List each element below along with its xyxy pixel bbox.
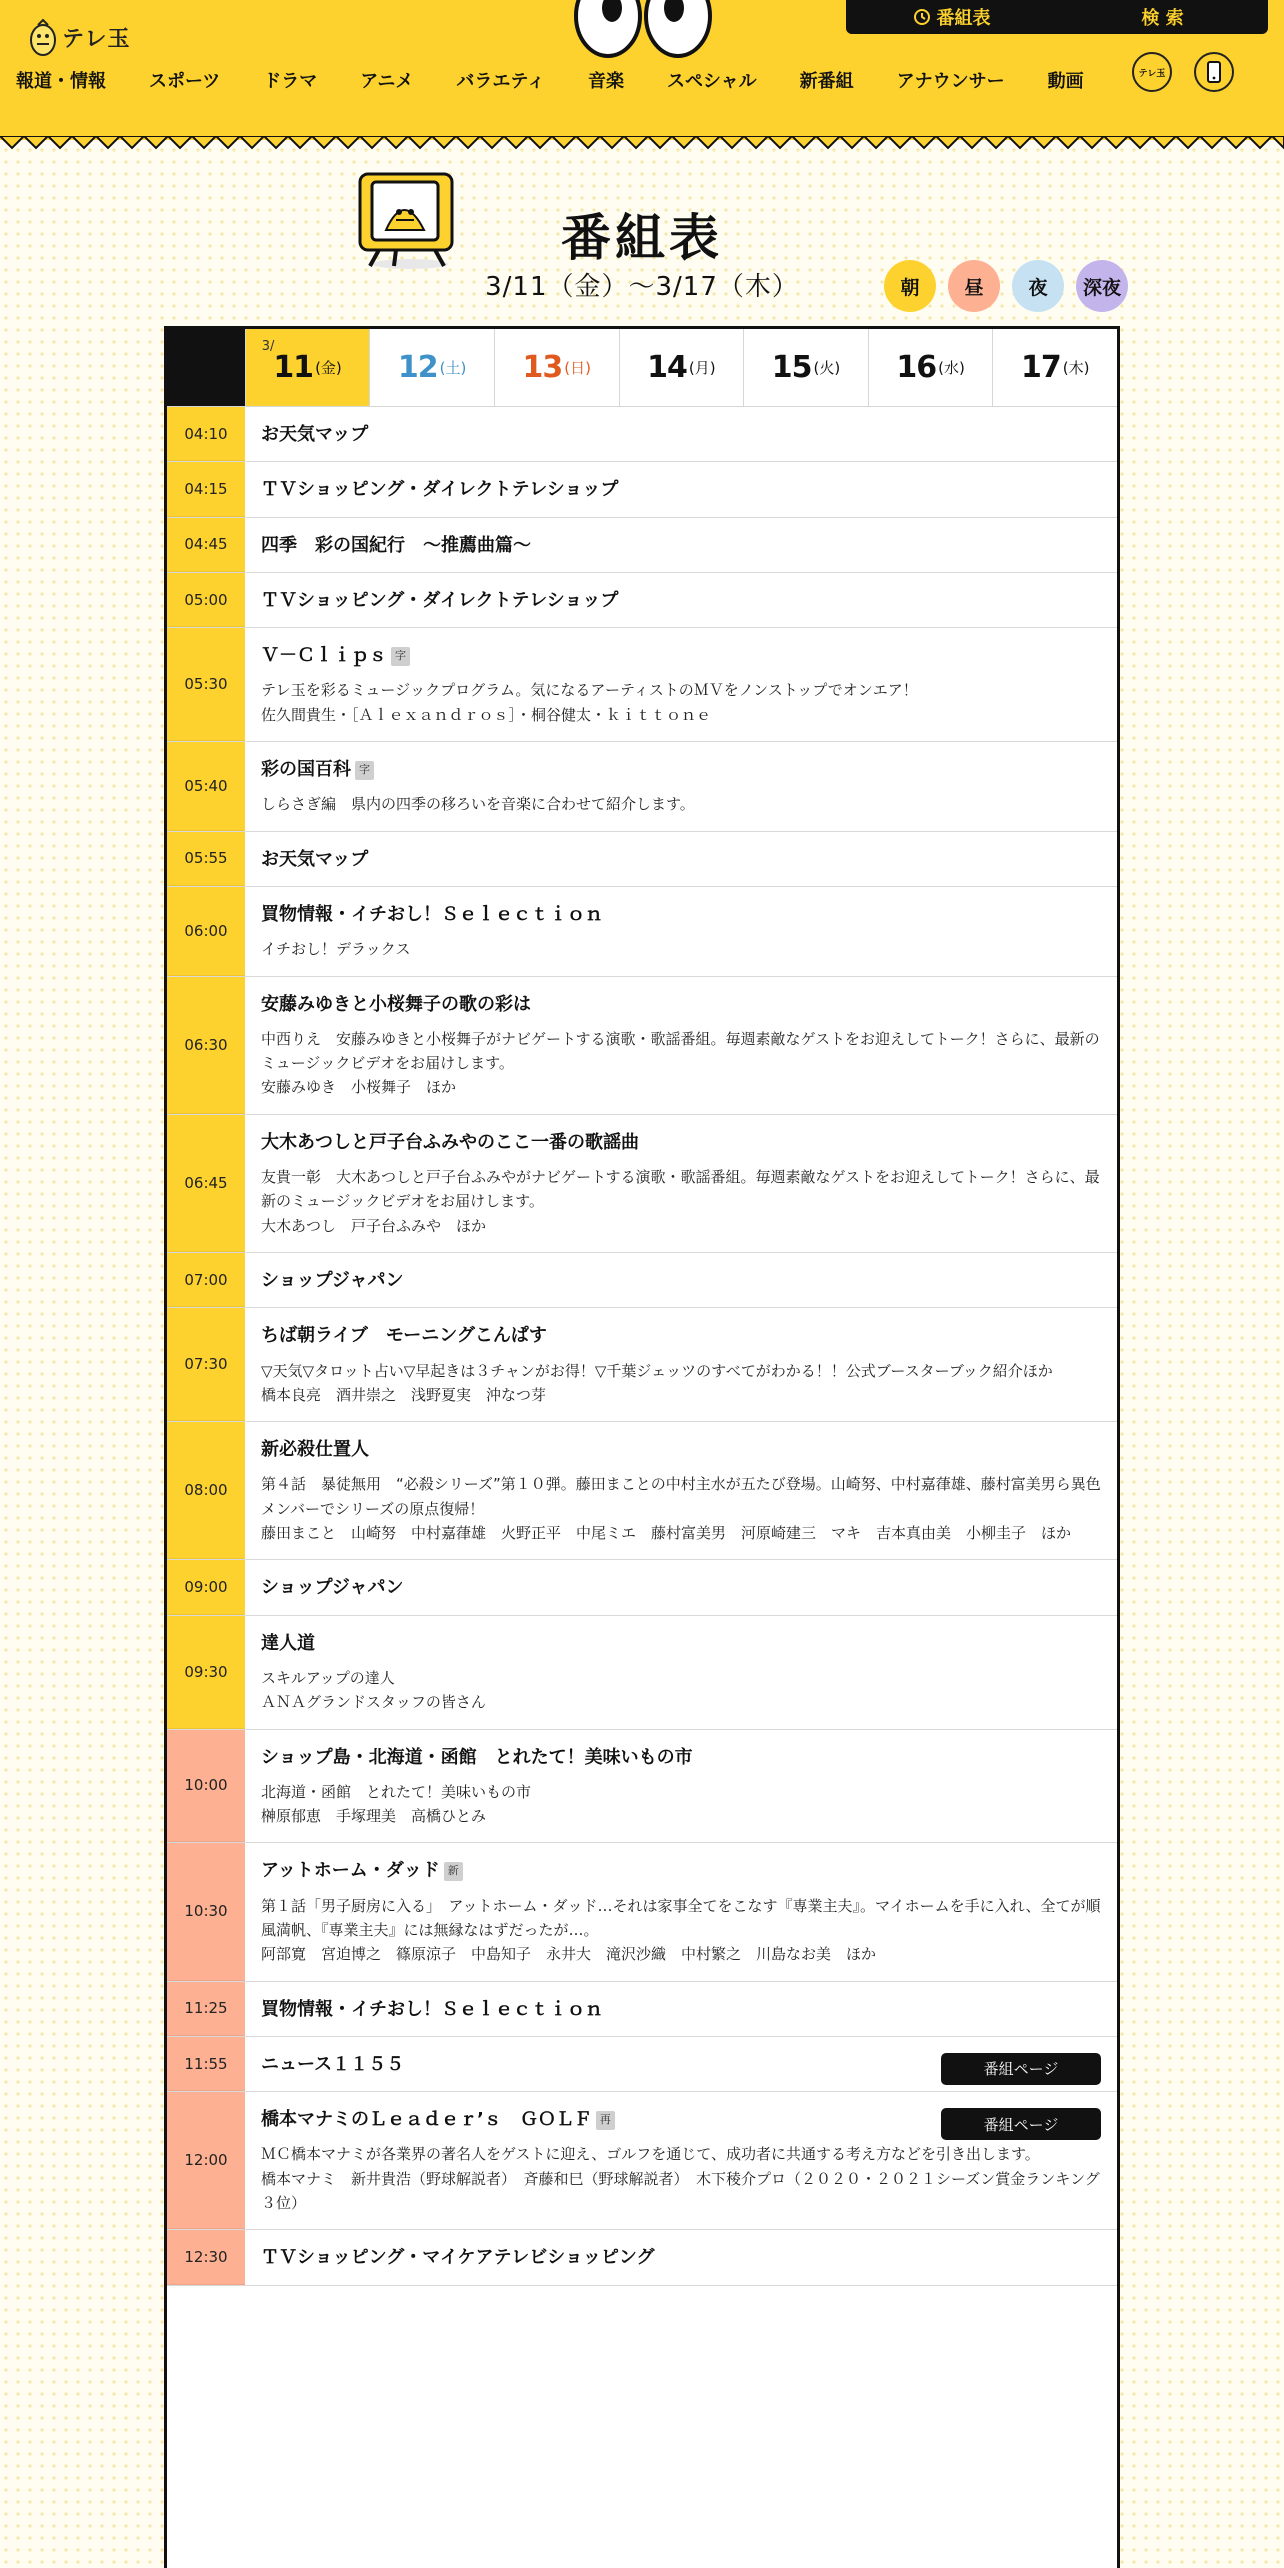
program-title[interactable]: 買物情報・イチおし！Ｓｅｌｅｃｔｉｏｎ xyxy=(261,1998,603,2020)
program-info xyxy=(245,1982,1117,2036)
filter-daytime-button[interactable]: 昼 xyxy=(948,260,1000,312)
program-info xyxy=(245,2092,1117,2229)
program-info xyxy=(245,407,1117,461)
program-tag-badge: 再 xyxy=(596,2111,615,2130)
program-cast: 大木あつし 戸子台ふみや ほか xyxy=(261,1216,487,1235)
site-header xyxy=(0,0,1284,140)
program-tag-badge: 字 xyxy=(355,761,374,780)
program-description: 第１話「男子厨房に入る」 アットホーム・ダッド…それは家事全てをこなす『専業主夫』。マイホームを手に入れ、全てが順風満帆、『専業主夫』には無縁なはずだったが…。 xyxy=(261,1896,1101,1939)
page-title: 番組表 xyxy=(561,209,723,267)
mascot-logo-icon xyxy=(28,16,58,58)
program-title-line xyxy=(261,1998,1101,2022)
day-tab[interactable] xyxy=(743,329,868,406)
program-title[interactable]: ＴＶショッピング・ダイレクトテレショップ xyxy=(261,479,619,501)
nav-item-new-programs[interactable]: 新番組 xyxy=(799,71,854,92)
program-title-line xyxy=(261,903,1101,927)
program-info xyxy=(245,1616,1117,1729)
program-title[interactable]: 彩の国百科 xyxy=(261,759,351,781)
program-cast: ＡＮＡグランドスタッフの皆さん xyxy=(261,1693,486,1712)
day-tab[interactable] xyxy=(868,329,993,406)
program-info xyxy=(245,1730,1117,1843)
nav-item-variety[interactable]: バラエティ xyxy=(456,71,545,92)
program-title-line xyxy=(261,1576,1101,1600)
nav-item-anime[interactable]: アニメ xyxy=(360,71,414,92)
day-tab-weekday: (水) xyxy=(938,359,965,377)
logo-text: テレ玉 xyxy=(62,26,131,52)
program-title-line xyxy=(261,848,1101,872)
day-tab-number: 12 xyxy=(397,350,438,385)
day-tab-weekday: (土) xyxy=(439,359,467,377)
program-row[interactable] xyxy=(167,1253,1117,1308)
eyes-decoration-icon xyxy=(568,0,718,62)
day-tab[interactable] xyxy=(369,329,494,406)
program-page-button[interactable]: 番組ページ xyxy=(941,2053,1101,2085)
program-row[interactable] xyxy=(167,2037,1117,2092)
program-row[interactable] xyxy=(167,518,1117,573)
program-cast: 橋本マナミ 新井貴浩（野球解説者） 斉藤和巳（野球解説者） 木下稜介プロ（２０２０・２０２１シーズン賞金ランキング３位） xyxy=(261,2169,1100,2213)
day-tab[interactable] xyxy=(245,329,370,406)
program-title-line xyxy=(261,423,1101,447)
program-title[interactable]: ＴＶショッピング・マイケアテレビショッピング xyxy=(261,2247,655,2269)
day-tab-number: 16 xyxy=(896,350,937,385)
program-time: 10:00 xyxy=(167,1730,245,1843)
program-title-line xyxy=(261,1324,1101,1348)
program-time: 09:00 xyxy=(167,1560,245,1614)
program-row[interactable] xyxy=(167,1115,1117,1253)
program-time: 12:30 xyxy=(167,2230,245,2284)
program-title[interactable]: Ｖ－Ｃｌｉｐｓ xyxy=(261,645,387,667)
program-row[interactable] xyxy=(167,742,1117,832)
program-title-line xyxy=(261,2246,1101,2270)
day-tab-weekday: (月) xyxy=(688,359,716,377)
program-description: スキルアップの達人 xyxy=(261,1668,395,1687)
schedule-link-label: 番組表 xyxy=(936,8,991,29)
header-zigzag-edge xyxy=(0,136,1284,150)
program-time: 04:45 xyxy=(167,518,245,572)
program-title-line xyxy=(261,993,1101,1017)
program-time: 06:45 xyxy=(167,1115,245,1252)
program-list xyxy=(167,407,1117,2286)
search-link[interactable] xyxy=(1057,0,1268,34)
program-time: 11:25 xyxy=(167,1982,245,2036)
nav-item-sports[interactable]: スポーツ xyxy=(149,71,221,92)
program-info xyxy=(245,462,1117,516)
program-title-line xyxy=(261,1269,1101,1293)
day-tab-weekday: (木) xyxy=(1062,359,1090,377)
program-row[interactable] xyxy=(167,832,1117,887)
program-time: 07:00 xyxy=(167,1253,245,1307)
program-info xyxy=(245,887,1117,976)
program-cast: 藤田まこと 山崎努 中村嘉葎雄 火野正平 中尾ミエ 藤村富美男 河原崎建三 マキ 吉本真由美 小柳圭子 ほか xyxy=(261,1524,1072,1543)
program-row[interactable] xyxy=(167,1616,1117,1730)
program-title[interactable]: 橋本マナミのＬｅａｄｅｒ’ｓ ＧＯＬＦ xyxy=(261,2109,592,2131)
nav-item-announcers[interactable]: アナウンサー xyxy=(896,71,1005,92)
program-title[interactable]: ショップ島・北海道・函館 とれたて！美味いもの市 xyxy=(261,1746,693,1768)
program-title[interactable]: 達人道 xyxy=(261,1632,315,1654)
program-row[interactable] xyxy=(167,2092,1117,2230)
top-utility-bar xyxy=(846,0,1268,34)
program-time: 08:00 xyxy=(167,1422,245,1559)
program-info xyxy=(245,977,1117,1114)
program-info xyxy=(245,1422,1117,1559)
program-time: 06:00 xyxy=(167,887,245,976)
program-info xyxy=(245,518,1117,572)
day-tab-weekday: (金) xyxy=(315,359,342,377)
program-row[interactable] xyxy=(167,573,1117,628)
filter-morning-button[interactable]: 朝 xyxy=(884,260,936,312)
program-title[interactable]: 買物情報・イチおし！Ｓｅｌｅｃｔｉｏｎ xyxy=(261,903,603,925)
mascot-button[interactable] xyxy=(1132,52,1172,92)
program-description: ＭＣ橋本マナミが各業界の著名人をゲストに迎え、ゴルフを通じて、成功者に共通する考え方などを引き出します。 xyxy=(261,2145,1040,2164)
day-tab[interactable] xyxy=(494,329,619,406)
program-info xyxy=(245,1308,1117,1421)
day-tab-number: 15 xyxy=(771,350,812,385)
program-row[interactable] xyxy=(167,628,1117,742)
program-title[interactable]: お天気マップ xyxy=(261,424,369,445)
program-row[interactable] xyxy=(167,1422,1117,1560)
filter-evening-button[interactable]: 夜 xyxy=(1012,260,1064,312)
program-description: ▽天気▽タロット占い▽早起きは３チャンがお得！▽千葉ジェッツのすべてがわかる！！公式ブースターブック紹介ほか xyxy=(261,1361,1053,1380)
program-time: 11:55 xyxy=(167,2037,245,2091)
program-row[interactable] xyxy=(167,407,1117,462)
program-description: 中西りえ 安藤みゆきと小桜舞子がナビゲートする演歌・歌謡番組。毎週素敵なゲストをお迎えしてトーク！さらに、最新のミュージックビデオをお届けします。 xyxy=(261,1029,1100,1073)
program-description: 友貴一彰 大木あつしと戸子台ふみやがナビゲートする演歌・歌謡番組。毎週素敵なゲストをお迎えしてトーク！さらに、最新のミュージックビデオをお届けします。 xyxy=(261,1168,1100,1211)
program-title-line xyxy=(261,758,1101,782)
program-title[interactable]: お天気マップ xyxy=(261,848,369,870)
program-info xyxy=(245,573,1117,627)
points-button[interactable] xyxy=(1194,52,1234,92)
program-row[interactable] xyxy=(167,2230,1117,2285)
day-tab-weekday: (火) xyxy=(813,359,841,377)
program-row[interactable] xyxy=(167,1308,1117,1422)
day-tabs-corner xyxy=(167,329,245,406)
date-range: 3/11（金）〜3/17（木） xyxy=(485,272,799,302)
search-link-label: 検 索 xyxy=(1141,8,1184,29)
day-tab[interactable] xyxy=(992,329,1117,406)
time-filter-group xyxy=(884,260,1128,312)
program-row[interactable] xyxy=(167,1730,1117,1844)
mascot-button-label: テレ玉 xyxy=(1138,68,1166,79)
nav-item-music[interactable]: 音楽 xyxy=(587,71,624,92)
program-description: 北海道・函館 とれたて！美味いもの市 xyxy=(261,1782,532,1801)
program-info xyxy=(245,628,1117,741)
program-description: しらさぎ編 県内の四季の移ろいを音楽に合わせて紹介します。 xyxy=(261,795,695,814)
program-cast: 安藤みゆき 小桜舞子 ほか xyxy=(261,1078,457,1097)
program-title-line xyxy=(261,1859,1101,1883)
program-time: 05:55 xyxy=(167,832,245,886)
nav-item-videos[interactable]: 動画 xyxy=(1047,71,1084,92)
nav-item-news[interactable]: 報道・情報 xyxy=(16,71,106,92)
day-tab-number: 17 xyxy=(1020,350,1061,385)
program-page-button[interactable]: 番組ページ xyxy=(941,2108,1101,2140)
program-title-line xyxy=(261,1131,1101,1155)
program-title-line xyxy=(261,534,1101,558)
program-tag-badge: 新 xyxy=(444,1862,463,1881)
program-title-line xyxy=(261,644,1101,668)
header-icon-group xyxy=(1132,52,1234,92)
smartphone-icon xyxy=(1206,61,1222,83)
program-row[interactable] xyxy=(167,1982,1117,2037)
program-title-line xyxy=(261,1438,1101,1462)
program-time: 10:30 xyxy=(167,1843,245,1980)
program-title[interactable]: ニュース１１５５ xyxy=(261,2053,405,2075)
program-info xyxy=(245,1115,1117,1252)
day-tab-weekday: (日) xyxy=(564,359,591,377)
day-tab[interactable] xyxy=(619,329,744,406)
program-info xyxy=(245,2230,1117,2284)
program-tag-badge: 字 xyxy=(391,647,410,666)
filter-late-night-button[interactable]: 深夜 xyxy=(1076,260,1128,312)
program-time: 09:30 xyxy=(167,1616,245,1729)
program-cast: 佐久間貴生・［Ａｌｅｘａｎｄｒｏｓ］・桐谷健太・ｋｉｔｔｏｎｅ xyxy=(261,705,712,724)
program-title[interactable]: ショップジャパン xyxy=(261,1577,404,1599)
program-time: 04:15 xyxy=(167,462,245,516)
program-title[interactable]: 大木あつしと戸子台ふみやのここ一番の歌謡曲 xyxy=(261,1131,639,1153)
program-row[interactable] xyxy=(167,1560,1117,1615)
program-schedule xyxy=(164,326,1120,2568)
program-title[interactable]: ＴＶショッピング・ダイレクトテレショップ xyxy=(261,589,619,611)
program-title[interactable]: ちば朝ライブ モーニングこんぱす xyxy=(261,1325,547,1347)
program-description: イチおし！デラックス xyxy=(261,940,411,959)
program-row[interactable] xyxy=(167,977,1117,1115)
nav-item-special[interactable]: スペシャル xyxy=(666,71,757,92)
site-logo[interactable] xyxy=(28,14,131,60)
day-tab-number: 11 xyxy=(273,350,314,385)
program-info xyxy=(245,832,1117,886)
day-tab-number: 14 xyxy=(647,350,687,385)
program-row[interactable] xyxy=(167,887,1117,977)
program-row[interactable] xyxy=(167,462,1117,517)
program-info xyxy=(245,1253,1117,1307)
program-title-line xyxy=(261,1746,1101,1770)
program-title[interactable]: 新必殺仕置人 xyxy=(261,1439,369,1461)
program-info xyxy=(245,742,1117,831)
clock-icon xyxy=(913,8,931,26)
program-title-line xyxy=(261,589,1101,613)
program-cast: 橋本良亮 酒井崇之 浅野夏実 沖なつ芽 xyxy=(261,1385,547,1404)
program-info xyxy=(245,2037,1117,2091)
program-info xyxy=(245,1560,1117,1614)
program-cast: 阿部寛 宮迫博之 篠原涼子 中島知子 永井大 滝沢沙織 中村繁之 川島なお美 ほか xyxy=(261,1945,877,1964)
program-cast: 榊原郁恵 手塚理美 高橋ひとみ xyxy=(261,1807,487,1826)
nav-item-drama[interactable]: ドラマ xyxy=(263,71,318,92)
day-tabs xyxy=(167,329,1117,407)
program-description: 第４話 暴徒無用 “必殺シリーズ”第１０弾。藤田まことの中村主水が五たび登場。山崎努、中村嘉葎雄、藤村富美男ら異色メンバーでシリーズの原点復帰！ xyxy=(261,1475,1101,1518)
program-time: 05:00 xyxy=(167,573,245,627)
program-title[interactable]: アットホーム・ダッド xyxy=(261,1860,440,1882)
program-time: 05:40 xyxy=(167,742,245,831)
program-title[interactable]: 安藤みゆきと小桜舞子の歌の彩は xyxy=(261,993,531,1015)
program-description: テレ玉を彩るミュージックプログラム。気になるアーティストのＭＶをノンストップでオンエア！ xyxy=(261,681,918,700)
day-tab-number: 13 xyxy=(522,350,563,385)
program-row[interactable] xyxy=(167,1843,1117,1981)
program-time: 12:00 xyxy=(167,2092,245,2229)
program-info xyxy=(245,1843,1117,1980)
program-title-line xyxy=(261,1632,1101,1656)
main-nav xyxy=(16,62,1127,98)
day-tab-month: 3/ xyxy=(261,339,275,354)
schedule-link[interactable] xyxy=(846,0,1057,34)
program-title-line xyxy=(261,478,1101,502)
program-title[interactable]: 四季 彩の国紀行 ～推薦曲篇～ xyxy=(261,534,531,556)
program-time: 04:10 xyxy=(167,407,245,461)
program-time: 07:30 xyxy=(167,1308,245,1421)
program-time: 05:30 xyxy=(167,628,245,741)
program-title[interactable]: ショップジャパン xyxy=(261,1269,404,1291)
program-time: 06:30 xyxy=(167,977,245,1114)
